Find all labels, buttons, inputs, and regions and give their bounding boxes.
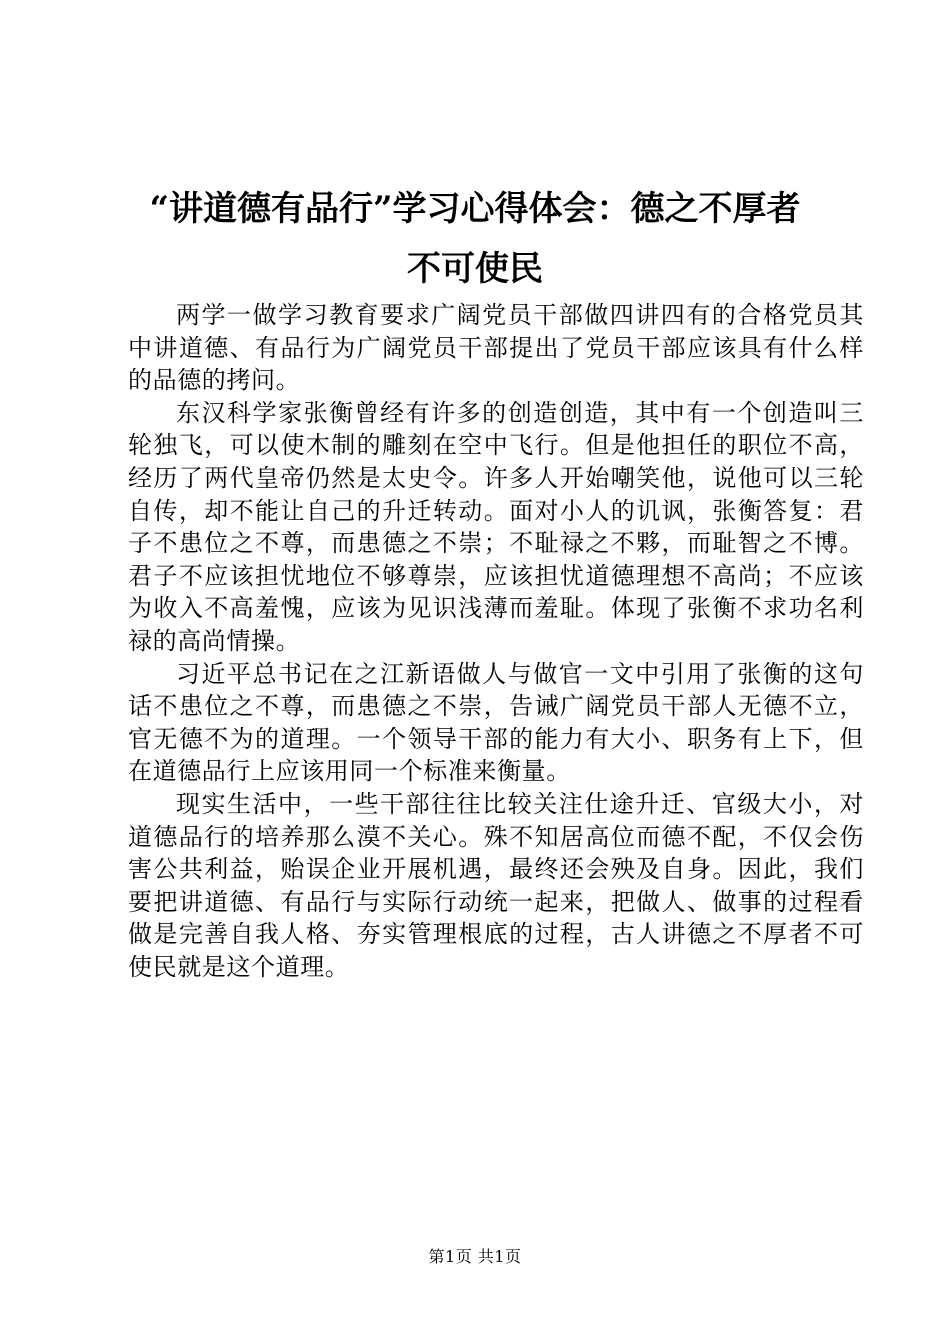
paragraph-1: 两学一做学习教育要求广阔党员干部做四讲四有的合格党员其中讲道德、有品行为广阔党员干部提出了党员干部应该具有什么样的品德的拷问。 [128,301,864,395]
document-title-line-1: “讲道德有品行”学习心得体会：德之不厚者 [149,189,801,229]
page-number-footer: 第1页 共1页 [428,1247,522,1266]
paragraph-4: 现实生活中，一些干部往往比较关注仕途升迁、官级大小，对道德品行的培养那么漠不关心。殊不知居高位而德不配，不仅会伤害公共利益，贻误企业开展机遇，最终还会殃及自身。因此，我们要把讲道德、有品行与实际行动统一起来，把做人、做事的过程看做是完善自我人格、夯实管理根底的过程，古人讲德之不厚者不可使民就是这个道理。 [128,789,864,981]
document-title-line-2: 不可使民 [407,249,543,289]
paragraph-2: 东汉科学家张衡曾经有许多的创造创造，其中有一个创造叫三轮独飞，可以使木制的雕刻在空中飞行。但是他担任的职位不高，经历了两代皇帝仍然是太史令。许多人开始嘲笑他，说他可以三轮自传，却不能让自己的升迁转动。面对小人的讥讽，张衡答复：君子不患位之不尊，而患德之不崇；不耻禄之不夥，而耻智之不博。君子不应该担忧地位不够尊崇，应该担忧道德理想不高尚；不应该为收入不高羞愧，应该为见识浅薄而羞耻。体现了张衡不求功名利禄的高尚情操。 [128,398,864,655]
paragraph-3: 习近平总书记在之江新语做人与做官一文中引用了张衡的这句话不患位之不尊，而患德之不崇，告诫广阔党员干部人无德不立，官无德不为的道理。一个领导干部的能力有大小、职务有上下，但在道德品行上应该用同一个标准来衡量。 [128,659,864,786]
document-body [128,299,864,983]
